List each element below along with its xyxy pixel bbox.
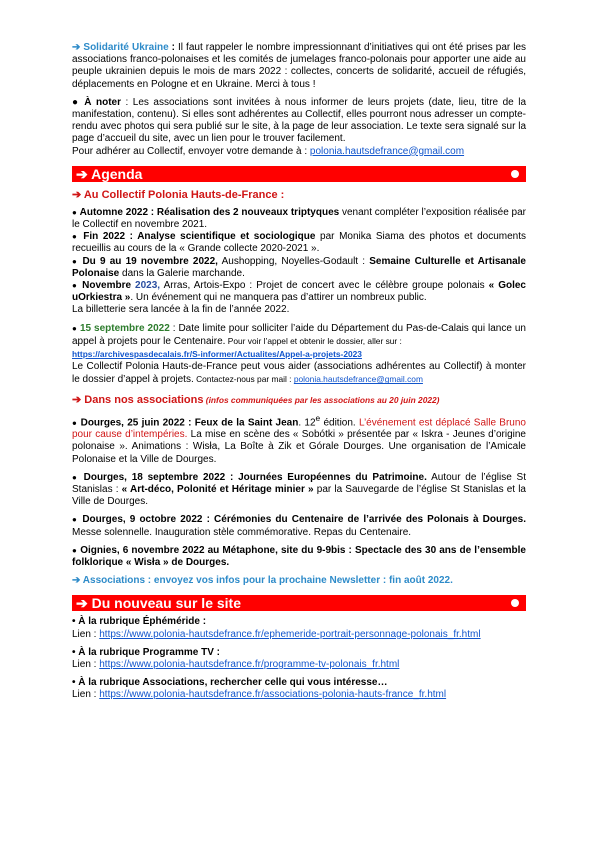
nouveau-item-link-line: Lien : https://www.polonia-hautsdefrance.fr/programme-tv-polonais_fr.html bbox=[72, 659, 400, 671]
ephemeride-link[interactable]: https://www.polonia-hautsdefrance.fr/ephemeride-portrait-personnage-polonais_fr.html bbox=[99, 628, 481, 640]
circle-icon bbox=[511, 170, 519, 178]
deadline-date: 15 septembre 2022 bbox=[79, 322, 170, 334]
nouveau-banner bbox=[72, 595, 526, 611]
collectif-heading: ➔ Au Collectif Polonia Hauts-de-France : bbox=[72, 188, 285, 201]
join-paragraph bbox=[72, 146, 526, 158]
agenda-item: ● Du 9 au 19 novembre 2022, Aushopping, Noyelles-Godault : Semaine Culturelle et Artisanale Polonaise dans la Galerie marchande. bbox=[72, 255, 526, 279]
nouveau-item-link-line: Lien : https://www.polonia-hautsdefrance.fr/ephemeride-portrait-personnage-polonais_fr.html bbox=[72, 628, 481, 640]
pas-de-calais-paragraph: ● 15 septembre 2022 : Date limite pour solliciter l’aide du Département du Pas-de-Calais qui lance un appel à projets pour le Centenaire. Pour voir l’appel et obtenir le dossier, aller sur : bbox=[72, 322, 526, 347]
solidarite-text: Il faut rappeler le nombre impressionnant d’initiatives qui ont été prises par les associations franco-polonaises et les comités de jumelages franco-polonais pour apporter une aide au peuple ukrainien depuis le mois de mars 2022 : collectes, concerts de solidarité, accueil de réfugiés, déplacements en Pologne et en Ukraine. Merci à tous ! bbox=[72, 42, 527, 90]
bullet-icon: ● bbox=[72, 472, 79, 482]
bullet-icon: ● bbox=[72, 281, 79, 291]
solidarite-title: Solidarité Ukraine bbox=[83, 42, 169, 53]
bullet-icon: ● bbox=[72, 418, 78, 427]
agenda-banner bbox=[72, 166, 526, 182]
join-text: Pour adhérer au Collectif, envoyer votre demande à : bbox=[72, 145, 310, 157]
agenda-item: ● Automne 2022 : Réalisation des 2 nouveaux triptyques venant compléter l’exposition réalisée par le Collectif en novembre 2021. bbox=[72, 206, 526, 231]
agenda-item: ● Novembre 2023, Arras, Artois-Expo : Projet de concert avec le célèbre groupe polonais « Golec uOrkiestra ». Un événement qui ne manquera pas d’attirer un nombreux public. bbox=[72, 280, 526, 304]
event-item: ● Dourges, 25 juin 2022 : Feux de la Saint Jean. 12e édition. L’événement est déplacé Salle Bruno pour cause d’intempéries. La mise en scène des « Sobótki » présentée par « Iskra - Jeunes d’origine polonaise ». Animations : Wisła, La Boîte à Zik et Górale Dourges. Une organisation de l’Amicale Polonaise et la Ville de Dourges. bbox=[72, 412, 526, 465]
note-title: À noter bbox=[84, 96, 122, 108]
associations-link[interactable]: https://www.polonia-hautsdefrance.fr/associations-polonia-hauts-france_fr.html bbox=[99, 689, 447, 701]
nouveau-item-link-line: Lien : https://www.polonia-hautsdefrance.fr/associations-polonia-hauts-france_fr.html bbox=[72, 689, 447, 701]
agenda-banner-title: ➔ Agenda bbox=[76, 165, 143, 182]
help-paragraph: Le Collectif Polonia Hauts-de-France peut vous aider (associations adhérentes au Collectif) à monter le dossier d’appel à projets. Contactez-nous par mail : polonia.hautsdefrance@gmail.com bbox=[72, 361, 526, 386]
arrow-icon: ➔ bbox=[72, 42, 81, 53]
bullet-icon: ● bbox=[72, 323, 77, 333]
newsletter-callout: ➔ Associations : envoyez vos infos pour la prochaine Newsletter : fin août 2022. bbox=[72, 575, 453, 587]
agenda-item: ● Fin 2022 : Analyse scientifique et sociologique par Monika Siama des photos et documents recueillis au cours de la « Grande collecte 2020-2021 ». bbox=[72, 231, 526, 255]
event-item: ● Dourges, 9 octobre 2022 : Cérémonies du Centenaire de l’arrivée des Polonais à Dourges. Messe solennelle. Inauguration stèle commémorative. Repas du Centenaire. bbox=[72, 514, 526, 538]
bullet-icon: ● bbox=[72, 207, 77, 217]
nouveau-item-title: • À la rubrique Éphéméride : bbox=[72, 616, 207, 628]
programme-tv-link[interactable]: https://www.polonia-hautsdefrance.fr/programme-tv-polonais_fr.html bbox=[99, 659, 400, 671]
circle-icon bbox=[511, 599, 519, 607]
archives-link[interactable]: https://archivespasdecalais.fr/S-informer/Actualites/Appel-a-projets-2023 bbox=[72, 349, 362, 360]
bullet-icon: ● bbox=[72, 256, 79, 266]
nouveau-banner-title: ➔ Du nouveau sur le site bbox=[76, 595, 241, 612]
contact-email-link[interactable]: polonia.hautsdefrance@gmail.com bbox=[293, 374, 423, 385]
nouveau-item-title: • À la rubrique Associations, rechercher celle qui vous intéresse… bbox=[72, 677, 388, 689]
billetterie-text: La billetterie sera lancée à la fin de l’année 2022. bbox=[72, 304, 290, 316]
bullet-icon: ● bbox=[72, 545, 78, 555]
assoc-heading: ➔ Dans nos associations (infos communiquées par les associations au 20 juin 2022) bbox=[72, 393, 440, 406]
solidarite-paragraph: ➔ Solidarité Ukraine : Il faut rappeler le nombre impressionnant d’initiatives qui ont été prises par les associations franco-polonaises et les comités de jumelages franco-polonais pour apporter une aide au peuple ukrainien depuis le mois de mars 2022 : collectes, concerts de solidarité, accueil de réfugiés, déplacements en Pologne et en Ukraine. Merci à tous ! bbox=[72, 42, 527, 90]
event-item: ● Dourges, 18 septembre 2022 : Journées Européennes du Patrimoine. Autour de l’église St Stanislas : « Art-déco, Polonité et Héritage minier » par la Sauvegarde de l’église St Stanislas et la Ville de Dourges. bbox=[72, 471, 526, 508]
event-item: ● Oignies, 6 novembre 2022 au Métaphone, site du 9-9bis : Spectacle des 30 ans de l’ensemble folklorique « Wisła » de Dourges. bbox=[72, 544, 526, 569]
bullet-icon: ● bbox=[72, 515, 79, 525]
email-link[interactable]: polonia.hautsdefrance@gmail.com bbox=[309, 145, 465, 157]
bullet-icon: ● bbox=[72, 96, 80, 108]
pas-de-calais-link-line bbox=[72, 348, 526, 361]
newsletter-page bbox=[72, 42, 526, 708]
note-text: : Les associations sont invitées à nous informer de leurs projets (date, lieu, titre de la manifestation, contenu). Si elles sont adhérentes au Collectif, elles pourront nous adresser un compte-rendu avec photos qui sera publié sur le site, à la page de leur association. Le texte sera signalé sur la page d’accueil du site, avec un lien pour le trouver facilement. bbox=[72, 96, 527, 145]
note-paragraph bbox=[72, 97, 526, 146]
bullet-icon: ● bbox=[72, 232, 79, 242]
nouveau-item-title: • À la rubrique Programme TV : bbox=[72, 646, 220, 658]
